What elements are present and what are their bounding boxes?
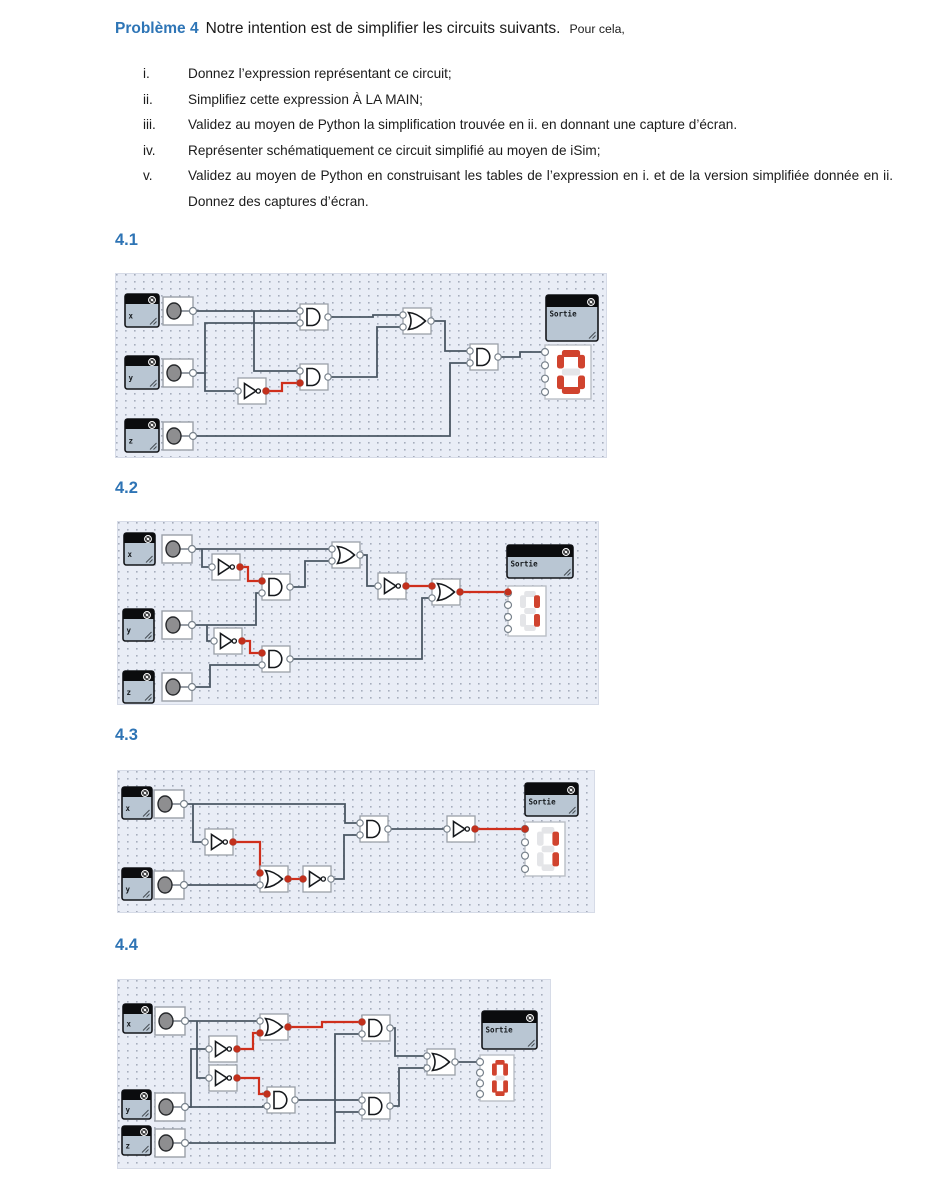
segment-g [542,846,555,853]
toggle-knob [159,1099,173,1115]
port [387,1103,393,1109]
port [292,1097,298,1103]
port [467,360,473,366]
and-gate [259,646,293,672]
instructions-list [143,61,898,215]
input-label: y [125,1105,131,1115]
port [477,1069,484,1076]
sortie-label: Sortie [549,309,577,319]
input-label: x [128,311,134,321]
port [206,1075,212,1081]
toggle-switch-x [162,535,196,563]
port [495,354,501,360]
port [297,368,303,374]
and-gate [297,304,331,330]
sortie-label: Sortie [510,559,538,569]
active-junction-dot [256,1029,263,1036]
toggle-switch-z [162,673,196,701]
list-item-text: Validez au moyen de Python la simplification trouvée en ii. en donnant une capture d’écran. [188,117,738,133]
port [209,564,215,570]
segment-f [492,1063,497,1075]
port [328,876,334,882]
problem-label: Problème 4 [115,20,199,37]
toggle-switch-z [163,422,197,450]
segment-g [524,608,536,614]
segment-f [557,355,564,369]
list-item [143,163,898,214]
port [297,308,303,314]
and-gate [467,344,501,370]
segment-e [557,376,564,390]
segment-d [524,625,536,631]
toggle-knob [167,428,181,444]
active-junction-dot [258,649,265,656]
port [505,626,512,633]
toggle-knob [166,541,180,557]
active-junction-dot [233,1074,240,1081]
problem-statement [115,20,625,38]
port [189,546,196,553]
input-label: y [126,626,132,635]
segment-b [534,595,540,608]
svg-text:1: 1 [512,486,513,487]
input-label: z [128,436,134,446]
active-junction-dot [402,582,409,589]
port [182,1104,189,1111]
segment-c [552,852,559,866]
port [359,1097,365,1103]
toggle-switch-x [154,790,188,818]
circuit-canvas-4.4 [117,955,551,1169]
toggle-switch-x [155,1007,189,1035]
segment-a [495,1060,504,1065]
port [206,1046,212,1052]
section-heading-4.2: 4.2 [115,479,138,497]
list-item-number: iv. [143,142,156,158]
active-junction-dot [263,1090,270,1097]
port [182,1140,189,1147]
list-item-number: iii. [143,117,156,133]
port [477,1059,484,1066]
toggle-knob [158,877,172,893]
active-junction-dot [299,875,306,882]
port [190,308,197,315]
segment-e [537,852,544,866]
toggle-knob [159,1135,173,1151]
active-junction-dot [262,387,269,394]
list-item-text: Donnez l’expression représentant ce circuit; [188,66,452,81]
port [522,852,529,859]
port [428,318,434,324]
list-item-text: Validez au moyen de Python en construisant les tables de l’expression en i. et de la version simplifiée donnée en ii. Donnez des captures d’écran. [188,168,893,209]
list-item [143,138,898,164]
segment-f [537,832,544,846]
active-junction-dot [471,825,478,832]
list-item-number: i. [143,66,150,81]
segment-g [562,369,580,376]
active-junction-dot [258,577,265,584]
port [375,583,381,589]
problem-text: Notre intention est de simplifier les circuits suivants. [205,20,561,37]
or-gate [329,542,363,568]
input-label: x [125,804,131,813]
list-item-number: v. [143,168,153,184]
port [522,839,529,846]
segment-a [524,591,536,597]
port [400,312,406,318]
and-gate [264,1087,298,1113]
port [359,1109,365,1115]
active-junction-dot [256,869,263,876]
input-label: x [127,550,133,559]
segment-b [578,355,585,369]
toggle-knob [167,303,181,319]
active-junction-dot [238,637,245,644]
toggle-knob [159,1013,173,1029]
toggle-knob [158,796,172,812]
segment-b [503,1063,508,1075]
port [264,1103,270,1109]
and-gate [357,816,391,842]
toggle-switch-z [155,1129,189,1157]
toggle-knob [166,617,180,633]
port [542,362,549,369]
input-label: y [128,373,134,383]
port [325,374,331,380]
port [202,839,208,845]
input-label: z [125,1141,131,1151]
port [259,662,265,668]
port [287,656,293,662]
list-item [143,112,898,138]
list-item [143,87,898,113]
and-gate [359,1015,393,1041]
segment-d [542,864,555,871]
list-item-text: Représenter schématiquement ce circuit simplifié au moyen de iSim; [188,142,601,158]
segment-f [520,595,526,608]
problem-suffix: Pour cela, [569,22,625,36]
toggle-knob [167,365,181,381]
port [444,826,450,832]
active-junction-dot [456,588,463,595]
svg-text:0: 0 [484,955,485,956]
segment-b [552,832,559,846]
and-gate [359,1093,393,1119]
segment-a [562,350,580,357]
list-item [143,61,898,87]
port [452,1059,458,1065]
circuit-canvas-4.1 [115,245,607,458]
port [357,552,363,558]
port [467,348,473,354]
port [287,584,293,590]
active-junction-dot [236,563,243,570]
input-label: y [125,885,131,894]
port [522,866,529,873]
or-gate [400,308,434,334]
and-gate [259,574,293,600]
wire [185,1106,267,1107]
port [189,622,196,629]
port [189,684,196,691]
port [297,320,303,326]
active-junction-dot [233,1045,240,1052]
active-junction-dot [358,1018,365,1025]
toggle-switch-y [154,871,188,899]
port [190,370,197,377]
active-junction-dot [504,588,511,595]
port [429,595,435,601]
segment-c [534,614,540,627]
svg-text:0: 0 [549,245,550,246]
port [542,349,549,356]
list-item-text: Simplifiez cette expression À LA MAIN; [188,91,423,107]
active-junction-dot [284,875,291,882]
toggle-switch-y [163,359,197,387]
port [257,1018,263,1024]
list-item-number: ii. [143,91,153,107]
sortie-label: Sortie [528,797,556,807]
port [259,590,265,596]
port [325,314,331,320]
port [542,375,549,382]
segment-e [492,1080,497,1092]
port [357,820,363,826]
active-junction-dot [521,825,528,832]
and-gate [297,364,331,390]
port [542,389,549,396]
port [257,882,263,888]
port [424,1065,430,1071]
toggle-switch-x [163,297,197,325]
port [211,638,217,644]
sortie-label: Sortie [485,1025,513,1035]
active-junction-dot [284,1023,291,1030]
toggle-switch-y [162,611,196,639]
active-junction-dot [296,379,303,386]
section-heading-4.3: 4.3 [115,726,138,744]
input-label: x [126,1019,132,1029]
port [181,801,188,808]
port [359,1031,365,1037]
port [329,546,335,552]
segment-c [503,1080,508,1092]
segment-d [495,1091,504,1096]
port [329,558,335,564]
segment-g [495,1076,504,1081]
port [387,1025,393,1031]
active-junction-dot [229,838,236,845]
port [357,832,363,838]
port [385,826,391,832]
port [181,882,188,889]
segment-a [542,827,555,834]
section-heading-4.1: 4.1 [115,231,138,249]
port [505,614,512,621]
active-junction-dot [428,582,435,589]
port [477,1091,484,1098]
toggle-switch-y [155,1093,189,1121]
or-gate [424,1049,458,1075]
segment-d [562,387,580,394]
port [182,1018,189,1025]
section-heading-4.4: 4.4 [115,936,138,954]
port [424,1053,430,1059]
toggle-knob [166,679,180,695]
port [505,602,512,609]
port [235,388,241,394]
port [190,433,197,440]
input-label: z [126,688,132,697]
segment-c [578,376,585,390]
port [477,1080,484,1087]
svg-text:1: 1 [529,722,530,723]
segment-e [520,614,526,627]
port [400,324,406,330]
